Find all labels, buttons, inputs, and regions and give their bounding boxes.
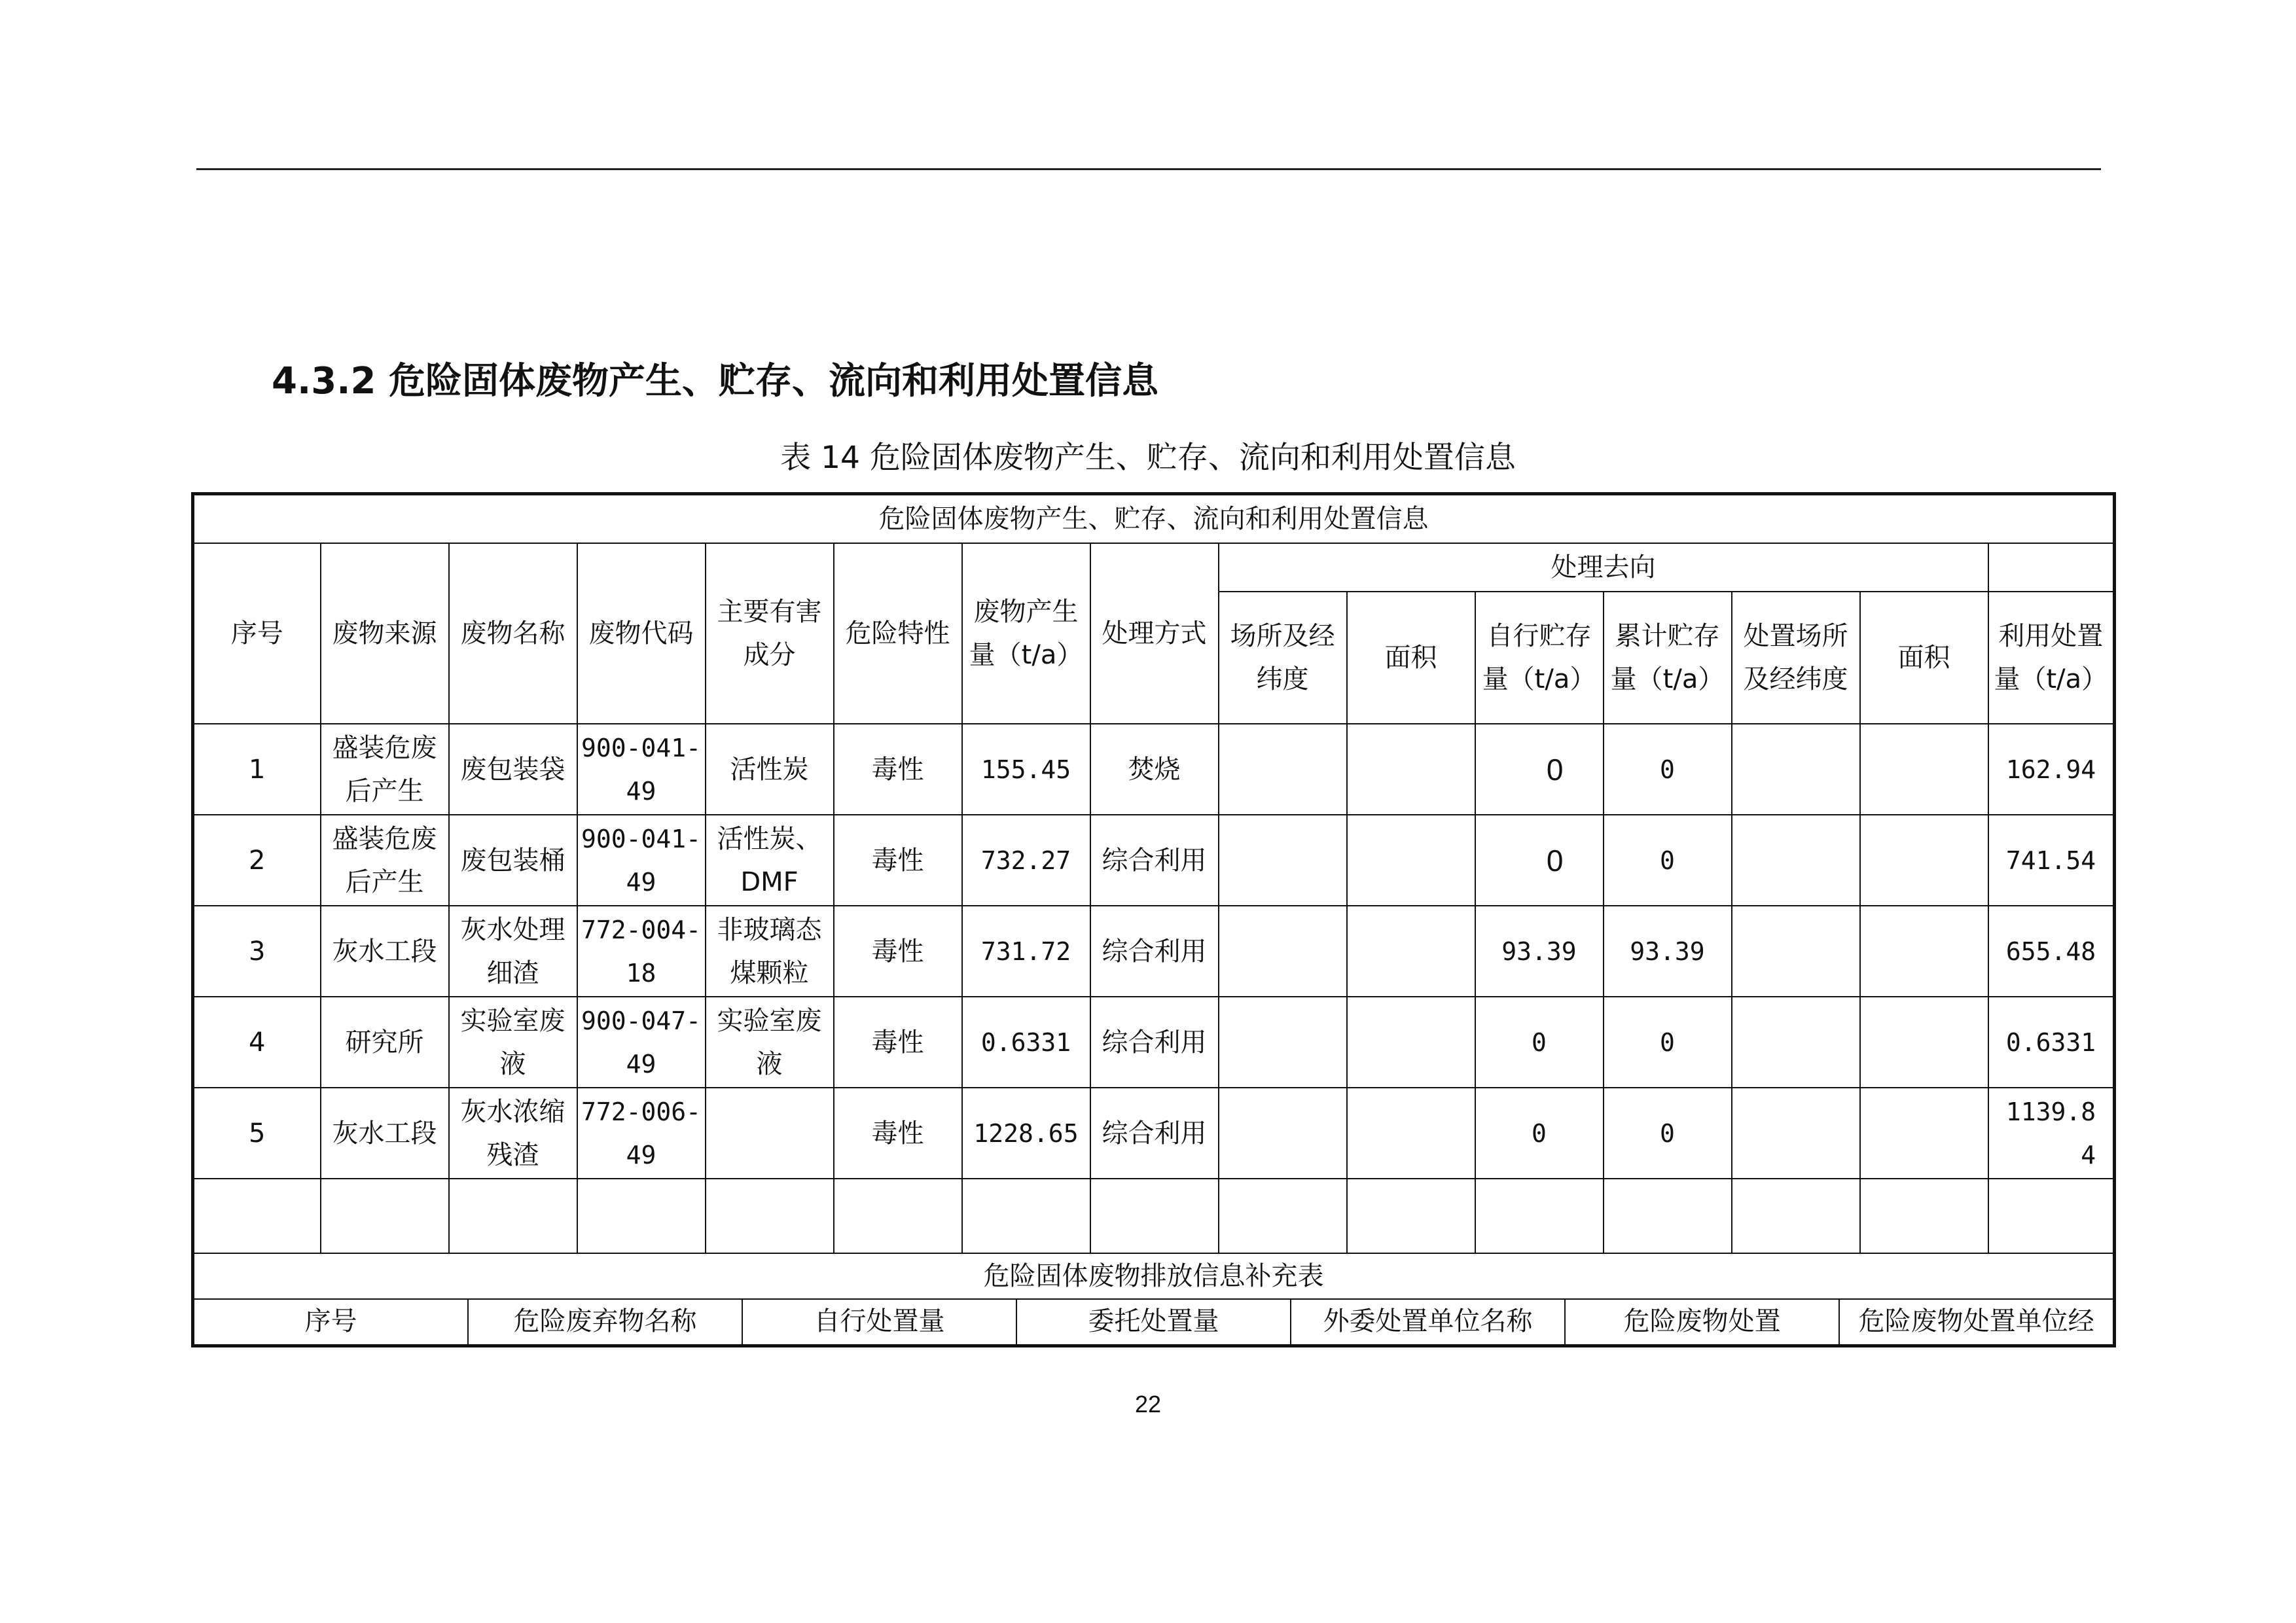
cell-method: 焚烧 [1090, 724, 1219, 815]
cell-site [1219, 997, 1347, 1088]
cell-hazard: 毒性 [834, 997, 962, 1088]
empty-cell [193, 1179, 321, 1253]
cell-name: 废包装桶 [449, 815, 577, 906]
cell-method: 综合利用 [1090, 997, 1219, 1088]
cell-area2 [1860, 906, 1988, 997]
table-caption: 表 14 危险固体废物产生、贮存、流向和利用处置信息 [780, 440, 1516, 476]
cell-disposal-site [1732, 1088, 1860, 1179]
supplement-header-seq: 序号 [194, 1300, 469, 1344]
cell-cumulative: 0 [1604, 815, 1732, 906]
cell-name: 实验室废液 [449, 997, 577, 1088]
cell-disposal-site [1732, 906, 1860, 997]
header-amount: 废物产生量（t/a） [962, 543, 1090, 724]
supplement-title: 危险固体废物排放信息补充表 [193, 1253, 2115, 1299]
cell-hazard: 毒性 [834, 724, 962, 815]
cell-hazard: 毒性 [834, 906, 962, 997]
empty-cell [1090, 1179, 1219, 1253]
empty-cell [1475, 1179, 1604, 1253]
cell-components [706, 1088, 834, 1179]
cell-hazard: 毒性 [834, 815, 962, 906]
supplement-header-waste-name: 危险废弃物名称 [469, 1300, 743, 1344]
cell-disposal-site [1732, 724, 1860, 815]
cell-disposal-site [1732, 997, 1860, 1088]
cell-source: 研究所 [321, 997, 449, 1088]
cell-area2 [1860, 815, 1988, 906]
cell-amount: 732.27 [962, 815, 1090, 906]
supplement-header-contractor-name: 外委处置单位名称 [1291, 1300, 1566, 1344]
cell-area1 [1347, 815, 1475, 906]
table-row [193, 997, 2115, 1088]
header-disposal-site: 处置场所及经纬度 [1732, 592, 1860, 724]
cell-seq: 4 [193, 997, 321, 1088]
cell-utilization: 0.6331 [1988, 997, 2115, 1088]
cell-amount: 155.45 [962, 724, 1090, 815]
header-area2: 面积 [1860, 592, 1988, 724]
cell-self-storage: 0 [1475, 724, 1604, 815]
empty-cell [1988, 1179, 2115, 1253]
header-code: 废物代码 [577, 543, 706, 724]
cell-components: 实验室废液 [706, 997, 834, 1088]
cell-source: 灰水工段 [321, 906, 449, 997]
empty-cell [706, 1179, 834, 1253]
cell-site [1219, 1088, 1347, 1179]
header-seq: 序号 [193, 543, 321, 724]
section-heading [272, 352, 1158, 404]
page-number: 22 [1134, 1391, 1162, 1418]
cell-cumulative: 93.39 [1604, 906, 1732, 997]
cell-code: 900-041-49 [577, 815, 706, 906]
cell-seq: 5 [193, 1088, 321, 1179]
header-method: 处理方式 [1090, 543, 1219, 724]
cell-seq: 2 [193, 815, 321, 906]
header-rule [196, 168, 2101, 170]
table-row [193, 1088, 2115, 1179]
table-row-empty [193, 1179, 2115, 1253]
cell-seq: 3 [193, 906, 321, 997]
cell-source: 盛装危废后产生 [321, 724, 449, 815]
cell-cumulative: 0 [1604, 997, 1732, 1088]
cell-area1 [1347, 724, 1475, 815]
cell-code: 772-006-49 [577, 1088, 706, 1179]
empty-cell [1604, 1179, 1732, 1253]
cell-utilization: 162.94 [1988, 724, 2115, 815]
header-blank [1988, 543, 2115, 592]
empty-cell [1347, 1179, 1475, 1253]
cell-source: 盛装危废后产生 [321, 815, 449, 906]
cell-area1 [1347, 997, 1475, 1088]
cell-self-storage: 0 [1475, 997, 1604, 1088]
header-components: 主要有害成分 [706, 543, 834, 724]
header-source: 废物来源 [321, 543, 449, 724]
cell-code: 900-041-49 [577, 724, 706, 815]
supplement-header-row [193, 1299, 2115, 1346]
cell-amount: 0.6331 [962, 997, 1090, 1088]
cell-name: 废包装袋 [449, 724, 577, 815]
cell-source: 灰水工段 [321, 1088, 449, 1179]
cell-disposal-site [1732, 815, 1860, 906]
cell-seq: 1 [193, 724, 321, 815]
header-utilization: 利用处置量（t/a） [1988, 592, 2115, 724]
hazardous-waste-table [191, 492, 2116, 1347]
empty-cell [1219, 1179, 1347, 1253]
cell-code: 772-004-18 [577, 906, 706, 997]
header-cumulative: 累计贮存量（t/a） [1604, 592, 1732, 724]
supplement-header-entrusted-disposal: 委托处置量 [1017, 1300, 1291, 1344]
empty-cell [321, 1179, 449, 1253]
empty-cell [1732, 1179, 1860, 1253]
cell-components: 活性炭、DMF [706, 815, 834, 906]
section-title-text: 危险固体废物产生、贮存、流向和利用处置信息 [388, 360, 1158, 402]
empty-cell [577, 1179, 706, 1253]
supplement-header-disposal-unit: 危险废物处置单位经 [1858, 1306, 2094, 1336]
table-row [193, 724, 2115, 815]
cell-area1 [1347, 1088, 1475, 1179]
cell-components: 活性炭 [706, 724, 834, 815]
cell-method: 综合利用 [1090, 1088, 1219, 1179]
cell-utilization: 1139.84 [1988, 1088, 2115, 1179]
supplement-header-hazardous-disposal: 危险废物处置 [1566, 1300, 1840, 1344]
cell-utilization: 741.54 [1988, 815, 2115, 906]
cell-area1 [1347, 906, 1475, 997]
cell-self-storage: 93.39 [1475, 906, 1604, 997]
empty-cell [834, 1179, 962, 1253]
header-site: 场所及经纬度 [1219, 592, 1347, 724]
empty-cell [1860, 1179, 1988, 1253]
cell-components: 非玻璃态煤颗粒 [706, 906, 834, 997]
cell-amount: 731.72 [962, 906, 1090, 997]
header-name: 废物名称 [449, 543, 577, 724]
cell-cumulative: 0 [1604, 724, 1732, 815]
cell-site [1219, 906, 1347, 997]
cell-site [1219, 815, 1347, 906]
header-self-storage: 自行贮存量（t/a） [1475, 592, 1604, 724]
cell-area2 [1860, 1088, 1988, 1179]
cell-cumulative: 0 [1604, 1088, 1732, 1179]
section-number: 4.3.2 [272, 360, 376, 402]
cell-area2 [1860, 724, 1988, 815]
cell-code: 900-047-49 [577, 997, 706, 1088]
cell-utilization: 655.48 [1988, 906, 2115, 997]
header-destination: 处理去向 [1219, 543, 1988, 592]
cell-site [1219, 724, 1347, 815]
cell-method: 综合利用 [1090, 815, 1219, 906]
empty-cell [449, 1179, 577, 1253]
cell-name: 灰水浓缩残渣 [449, 1088, 577, 1179]
cell-method: 综合利用 [1090, 906, 1219, 997]
header-area1: 面积 [1347, 592, 1475, 724]
supplement-header-grid [194, 1300, 2113, 1344]
table-title: 危险固体废物产生、贮存、流向和利用处置信息 [193, 494, 2115, 544]
cell-self-storage: 0 [1475, 1088, 1604, 1179]
empty-cell [962, 1179, 1090, 1253]
cell-amount: 1228.65 [962, 1088, 1090, 1179]
table-row [193, 815, 2115, 906]
cell-area2 [1860, 997, 1988, 1088]
cell-hazard: 毒性 [834, 1088, 962, 1179]
header-hazard: 危险特性 [834, 543, 962, 724]
table-row [193, 906, 2115, 997]
cell-self-storage: 0 [1475, 815, 1604, 906]
cell-name: 灰水处理细渣 [449, 906, 577, 997]
supplement-header-self-disposal: 自行处置量 [743, 1300, 1017, 1344]
